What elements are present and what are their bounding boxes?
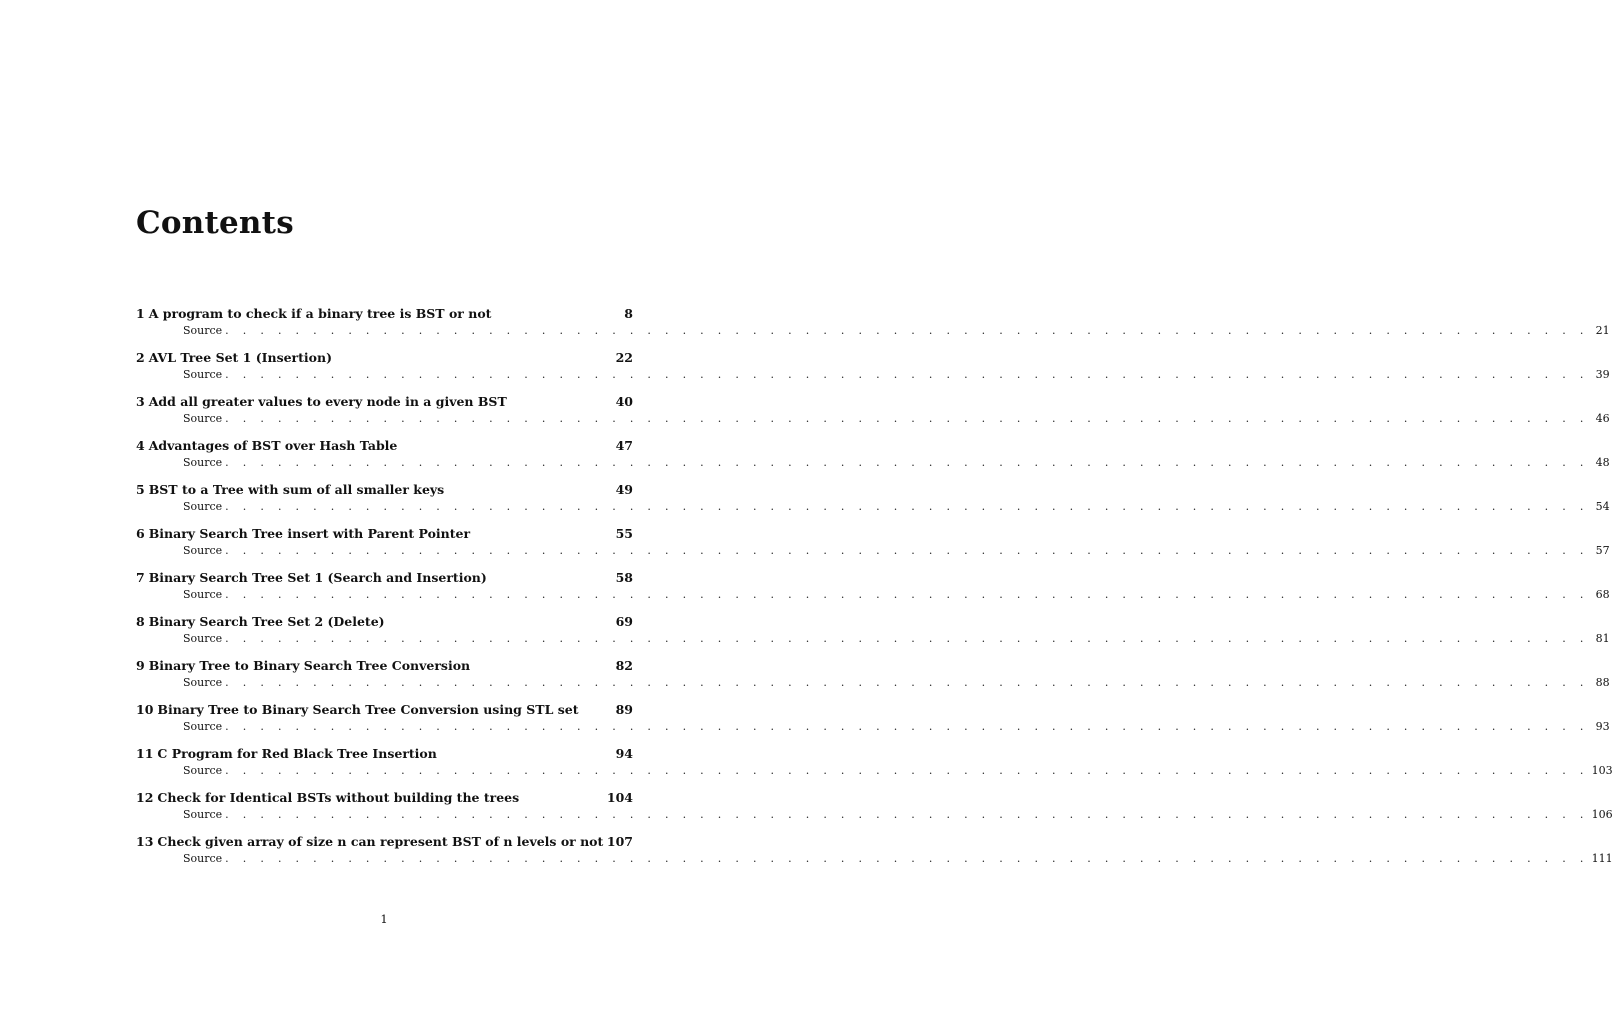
source-page: 48 [1595, 456, 1610, 469]
chapter-page: 22 [615, 350, 633, 365]
source-row[interactable] [183, 366, 1610, 384]
chapter-number: 13 [136, 834, 154, 849]
chapter-title-text: Binary Tree to Binary Search Tree Conversion [148, 658, 471, 673]
chapter-title[interactable] [136, 480, 444, 500]
toc-entry[interactable] [136, 788, 1613, 832]
source-row[interactable] [183, 498, 1610, 516]
dot-leader: . . . . . . . . . . . . . . . . . . . . . . . . . . . . . . . . . . . . . . . . . . . . . . . . . . . . . . . . . . . . . . . . . . . . . . . . . . . . . . [225, 720, 1589, 733]
chapter-row[interactable] [136, 524, 633, 544]
chapter-row[interactable] [136, 568, 633, 588]
source-row[interactable] [183, 454, 1610, 472]
source-label: Source [183, 588, 223, 601]
source-row[interactable] [183, 850, 1613, 868]
chapter-title[interactable] [136, 788, 519, 808]
source-row[interactable] [183, 762, 1613, 780]
source-page: 57 [1595, 544, 1610, 557]
dot-leader: . . . . . . . . . . . . . . . . . . . . . . . . . . . . . . . . . . . . . . . . . . . . . . . . . . . . . . . . . . . . . . . . . . . . . . . . . . . . . . [225, 412, 1589, 425]
chapter-title-text: A program to check if a binary tree is BST or not [148, 306, 492, 321]
source-row[interactable] [183, 410, 1610, 428]
chapter-number: 4 [136, 438, 145, 453]
chapter-number: 9 [136, 658, 145, 673]
source-label: Source [183, 500, 223, 513]
toc-entry[interactable] [136, 612, 1610, 656]
chapter-page: 40 [615, 394, 633, 409]
source-label: Source [183, 544, 223, 557]
source-row[interactable] [183, 586, 1610, 604]
chapter-page: 49 [615, 482, 633, 497]
chapter-title-text: Advantages of BST over Hash Table [148, 438, 398, 453]
chapter-title-text: Check for Identical BSTs without building the trees [157, 790, 520, 805]
source-page: 106 [1591, 808, 1613, 821]
source-label: Source [183, 412, 223, 425]
chapter-row[interactable] [136, 304, 633, 324]
chapter-row[interactable] [136, 348, 633, 368]
toc-entry[interactable] [136, 656, 1610, 700]
chapter-row[interactable] [136, 392, 633, 412]
chapter-number: 1 [136, 306, 145, 321]
dot-leader: . . . . . . . . . . . . . . . . . . . . . . . . . . . . . . . . . . . . . . . . . . . . . . . . . . . . . . . . . . . . . . . . . . . . . . . . . . . . . . [225, 324, 1589, 337]
chapter-page: 94 [615, 746, 633, 761]
dot-leader: . . . . . . . . . . . . . . . . . . . . . . . . . . . . . . . . . . . . . . . . . . . . . . . . . . . . . . . . . . . . . . . . . . . . . . . . . . . . . . [225, 764, 1589, 777]
source-page: 93 [1595, 720, 1610, 733]
chapter-title[interactable] [136, 700, 579, 720]
chapter-title[interactable] [136, 656, 470, 676]
chapter-title-text: Binary Tree to Binary Search Tree Conversion using STL set [157, 702, 579, 717]
chapter-title[interactable] [136, 568, 487, 588]
toc-entry[interactable] [136, 436, 1610, 480]
chapter-page: 82 [615, 658, 633, 673]
toc-entry[interactable] [136, 392, 1610, 436]
chapter-row[interactable] [136, 788, 633, 808]
dot-leader: . . . . . . . . . . . . . . . . . . . . . . . . . . . . . . . . . . . . . . . . . . . . . . . . . . . . . . . . . . . . . . . . . . . . . . . . . . . . . . [225, 500, 1589, 513]
chapter-page: 58 [615, 570, 633, 585]
toc-entry[interactable] [136, 348, 1610, 392]
chapter-row[interactable] [136, 700, 633, 720]
chapter-title[interactable] [136, 744, 437, 764]
chapter-row[interactable] [136, 612, 633, 632]
chapter-row[interactable] [136, 480, 633, 500]
dot-leader: . . . . . . . . . . . . . . . . . . . . . . . . . . . . . . . . . . . . . . . . . . . . . . . . . . . . . . . . . . . . . . . . . . . . . . . . . . . . . . [225, 456, 1589, 469]
toc-entry[interactable] [136, 832, 1613, 876]
toc-entry[interactable] [136, 304, 1610, 348]
source-page: 39 [1595, 368, 1610, 381]
page-number: 1 [380, 912, 388, 926]
chapter-title-text: BST to a Tree with sum of all smaller keys [148, 482, 445, 497]
source-label: Source [183, 456, 223, 469]
source-page: 81 [1595, 632, 1610, 645]
chapter-row[interactable] [136, 656, 633, 676]
source-page: 103 [1591, 764, 1613, 777]
toc-entry[interactable] [136, 524, 1610, 568]
chapter-title-text: Binary Search Tree Set 2 (Delete) [148, 614, 385, 629]
dot-leader: . . . . . . . . . . . . . . . . . . . . . . . . . . . . . . . . . . . . . . . . . . . . . . . . . . . . . . . . . . . . . . . . . . . . . . . . . . . . . . [225, 808, 1589, 821]
source-row[interactable] [183, 322, 1610, 340]
chapter-page: 104 [606, 790, 633, 805]
dot-leader: . . . . . . . . . . . . . . . . . . . . . . . . . . . . . . . . . . . . . . . . . . . . . . . . . . . . . . . . . . . . . . . . . . . . . . . . . . . . . . [225, 852, 1589, 865]
chapter-number: 3 [136, 394, 145, 409]
source-label: Source [183, 764, 223, 777]
chapter-number: 6 [136, 526, 145, 541]
chapter-title[interactable] [136, 524, 470, 544]
chapter-number: 2 [136, 350, 145, 365]
chapter-page: 89 [615, 702, 633, 717]
source-row[interactable] [183, 630, 1610, 648]
chapter-title-text: Binary Search Tree insert with Parent Pointer [148, 526, 471, 541]
source-page: 54 [1595, 500, 1610, 513]
source-row[interactable] [183, 806, 1613, 824]
chapter-number: 8 [136, 614, 145, 629]
source-label: Source [183, 324, 223, 337]
chapter-page: 47 [615, 438, 633, 453]
source-label: Source [183, 852, 223, 865]
chapter-page: 69 [615, 614, 633, 629]
dot-leader: . . . . . . . . . . . . . . . . . . . . . . . . . . . . . . . . . . . . . . . . . . . . . . . . . . . . . . . . . . . . . . . . . . . . . . . . . . . . . . [225, 368, 1589, 381]
chapter-page: 107 [606, 834, 633, 849]
chapter-row[interactable] [136, 832, 633, 852]
source-label: Source [183, 632, 223, 645]
source-label: Source [183, 808, 223, 821]
chapter-page: 8 [624, 306, 633, 321]
source-page: 88 [1595, 676, 1610, 689]
dot-leader: . . . . . . . . . . . . . . . . . . . . . . . . . . . . . . . . . . . . . . . . . . . . . . . . . . . . . . . . . . . . . . . . . . . . . . . . . . . . . . [225, 588, 1589, 601]
chapter-number: 7 [136, 570, 145, 585]
chapter-title-text: Add all greater values to every node in a given BST [148, 394, 507, 409]
source-page: 68 [1595, 588, 1610, 601]
dot-leader: . . . . . . . . . . . . . . . . . . . . . . . . . . . . . . . . . . . . . . . . . . . . . . . . . . . . . . . . . . . . . . . . . . . . . . . . . . . . . . [225, 676, 1589, 689]
toc-entry[interactable] [136, 700, 1610, 744]
source-label: Source [183, 720, 223, 733]
chapter-row[interactable] [136, 436, 633, 456]
chapter-title[interactable] [136, 832, 603, 852]
chapter-number: 11 [136, 746, 154, 761]
source-label: Source [183, 368, 223, 381]
chapter-number: 12 [136, 790, 154, 805]
chapter-title[interactable] [136, 612, 385, 632]
chapter-page: 55 [615, 526, 633, 541]
chapter-number: 5 [136, 482, 145, 497]
chapter-row[interactable] [136, 744, 633, 764]
chapter-title[interactable] [136, 304, 491, 324]
chapter-title-text: AVL Tree Set 1 (Insertion) [148, 350, 333, 365]
toc-entry[interactable] [136, 568, 1610, 612]
chapter-title[interactable] [136, 436, 397, 456]
chapter-number: 10 [136, 702, 154, 717]
chapter-title-text: Check given array of size n can represent BST of n levels or not [157, 834, 604, 849]
source-row[interactable] [183, 674, 1610, 692]
dot-leader: . . . . . . . . . . . . . . . . . . . . . . . . . . . . . . . . . . . . . . . . . . . . . . . . . . . . . . . . . . . . . . . . . . . . . . . . . . . . . . [225, 632, 1589, 645]
source-page: 21 [1595, 324, 1610, 337]
page-title: Contents [136, 205, 294, 241]
source-label: Source [183, 676, 223, 689]
source-row[interactable] [183, 542, 1610, 560]
chapter-title-text: Binary Search Tree Set 1 (Search and Insertion) [148, 570, 487, 585]
toc-entry[interactable] [136, 480, 1610, 524]
source-page: 46 [1595, 412, 1610, 425]
source-page: 111 [1591, 852, 1613, 865]
toc-entry[interactable] [136, 744, 1613, 788]
source-row[interactable] [183, 718, 1610, 736]
table-of-contents [136, 304, 1613, 876]
chapter-title[interactable] [136, 392, 507, 412]
chapter-title-text: C Program for Red Black Tree Insertion [157, 746, 437, 761]
chapter-title[interactable] [136, 348, 332, 368]
dot-leader: . . . . . . . . . . . . . . . . . . . . . . . . . . . . . . . . . . . . . . . . . . . . . . . . . . . . . . . . . . . . . . . . . . . . . . . . . . . . . . [225, 544, 1589, 557]
